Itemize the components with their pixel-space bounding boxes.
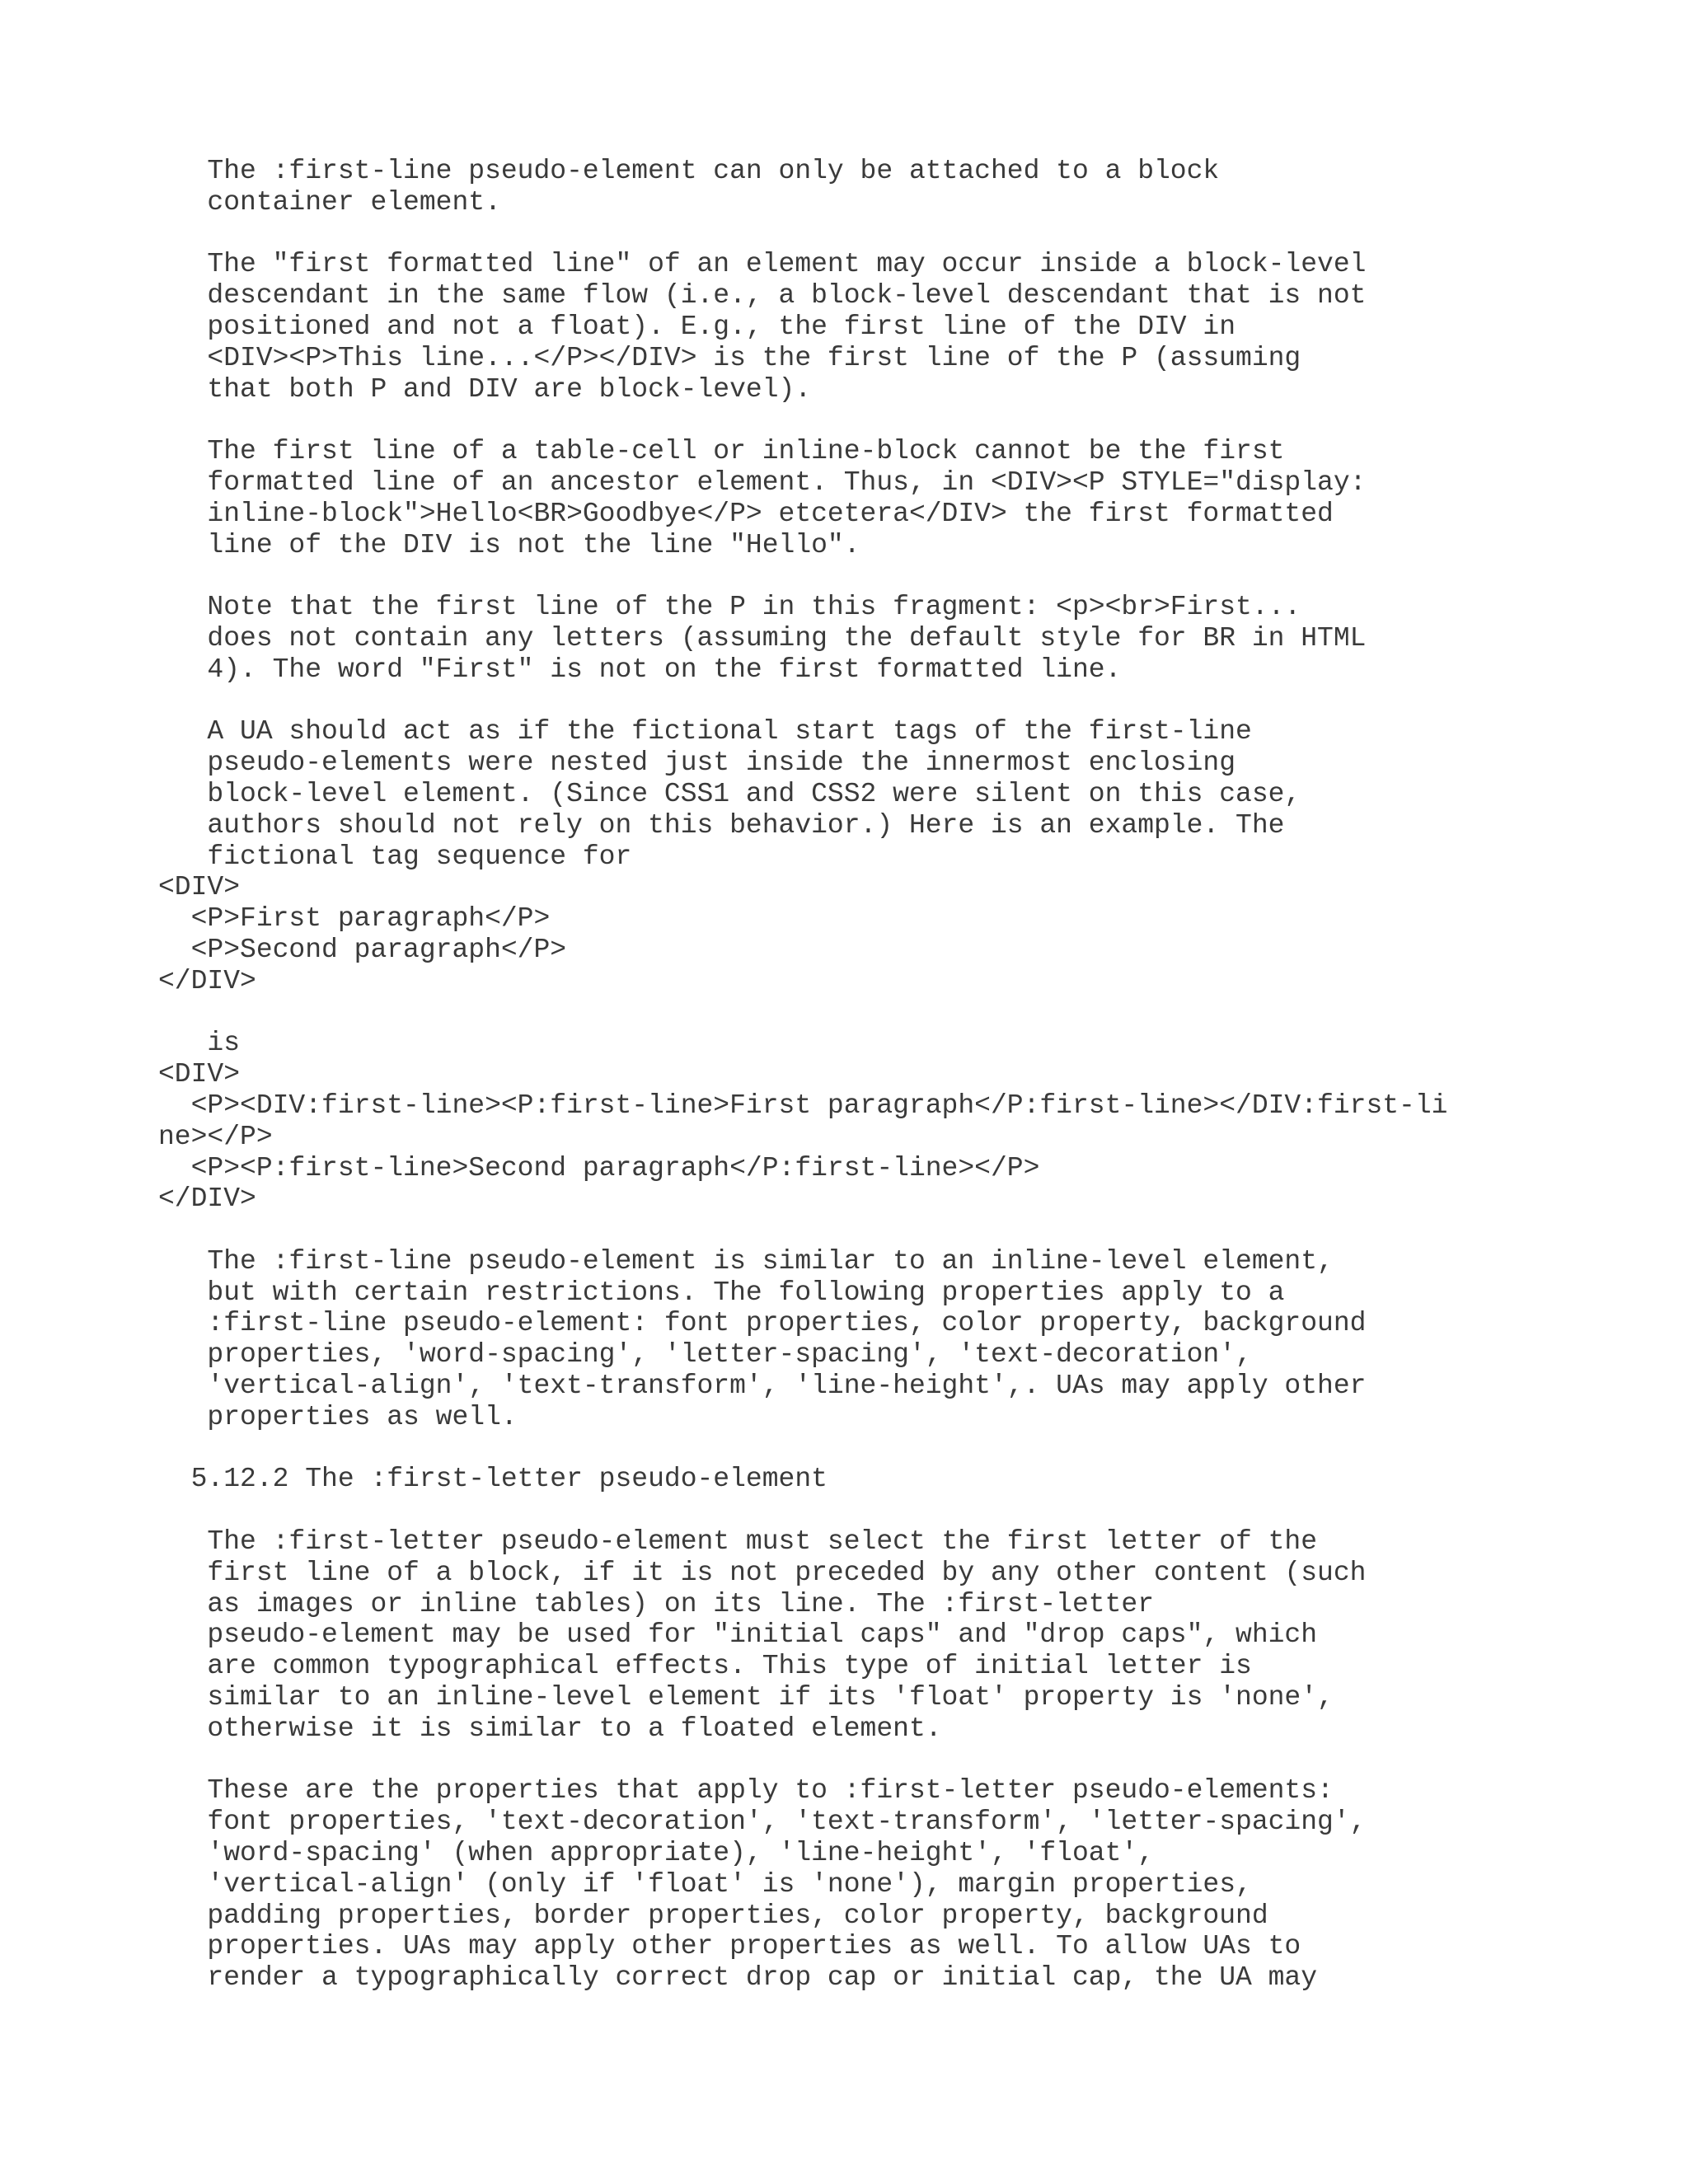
text-line: first line of a block, if it is not preceded by any other content (such: [158, 1557, 1367, 1588]
text-line: <DIV><P>This line...</P></DIV> is the first line of the P (assuming: [158, 342, 1301, 373]
text-line: </DIV>: [158, 965, 256, 996]
text-line: The :first-letter pseudo-element must select the first letter of the: [158, 1526, 1318, 1558]
text-line: inline-block">Hello<BR>Goodbye</P> etcetera</DIV> the first formatted: [158, 498, 1334, 529]
text-line: pseudo-element may be used for "initial caps" and "drop caps", which: [158, 1619, 1318, 1651]
text-line: but with certain restrictions. The following properties apply to a: [158, 1277, 1285, 1308]
text-line: are common typographical effects. This type of initial letter is: [158, 1651, 1252, 1682]
text-line: properties as well.: [158, 1401, 518, 1432]
text-line: block-level element. (Since CSS1 and CSS2 were silent on this case,: [158, 778, 1301, 809]
text-line: formatted line of an ancestor element. Thus, in <DIV><P STYLE="display:: [158, 466, 1367, 498]
text-line: as images or inline tables) on its line. The :first-letter: [158, 1588, 1154, 1619]
text-line: <DIV>: [158, 872, 241, 903]
text-line: <P><P:first-line>Second paragraph</P:first-line></P>: [158, 1152, 1040, 1183]
text-line: :first-line pseudo-element: font properties, color property, background: [158, 1308, 1367, 1339]
text-line: The "first formatted line" of an element may occur inside a block-level: [158, 249, 1367, 280]
text-line: positioned and not a float). E.g., the first line of the DIV in: [158, 311, 1236, 342]
text-line: The :first-line pseudo-element is similar to an inline-level element,: [158, 1245, 1334, 1277]
document-text: [158, 156, 1447, 1994]
text-line: fictional tag sequence for: [158, 841, 632, 872]
text-line: 4). The word "First" is not on the first formatted line.: [158, 654, 1122, 685]
text-line: 'vertical-align', 'text-transform', 'line-height',. UAs may apply other: [158, 1371, 1367, 1402]
text-line: similar to an inline-level element if its 'float' property is 'none',: [158, 1682, 1334, 1713]
text-line: properties, 'word-spacing', 'letter-spacing', 'text-decoration',: [158, 1339, 1252, 1371]
text-line: line of the DIV is not the line "Hello".: [158, 529, 860, 560]
text-line: <DIV>: [158, 1059, 241, 1090]
text-line: <P><DIV:first-line><P:first-line>First paragraph</P:first-line></DIV:first-li: [158, 1090, 1448, 1121]
text-line: properties. UAs may apply other properties as well. To allow UAs to: [158, 1931, 1301, 1962]
text-line: A UA should act as if the fictional start tags of the first-line: [158, 716, 1252, 748]
text-line: render a typographically correct drop cap or initial cap, the UA may: [158, 1962, 1318, 1994]
text-line: The first line of a table-cell or inline-block cannot be the first: [158, 436, 1285, 467]
text-line: is: [158, 1028, 241, 1059]
text-line: Note that the first line of the P in this fragment: <p><br>First...: [158, 592, 1301, 623]
text-line: 5.12.2 The :first-letter pseudo-element: [158, 1464, 828, 1495]
text-line: padding properties, border properties, color property, background: [158, 1900, 1268, 1931]
text-line: <P>Second paragraph</P>: [158, 934, 567, 965]
text-line: 'word-spacing' (when appropriate), 'line-height', 'float',: [158, 1838, 1154, 1869]
text-line: otherwise it is similar to a floated element.: [158, 1713, 942, 1744]
text-line: These are the properties that apply to :first-letter pseudo-elements:: [158, 1775, 1334, 1807]
text-line: <P>First paragraph</P>: [158, 903, 551, 935]
text-line: ne></P>: [158, 1121, 273, 1152]
text-line: authors should not rely on this behavior.) Here is an example. The: [158, 809, 1285, 841]
text-line: that both P and DIV are block-level).: [158, 373, 812, 405]
text-line: container element.: [158, 186, 501, 218]
text-line: 'vertical-align' (only if 'float' is 'none'), margin properties,: [158, 1868, 1252, 1900]
text-line: The :first-line pseudo-element can only be attached to a block: [158, 156, 1220, 186]
text-line: descendant in the same flow (i.e., a block-level descendant that is not: [158, 280, 1367, 312]
text-line: font properties, 'text-decoration', 'text-transform', 'letter-spacing',: [158, 1807, 1367, 1838]
text-line: does not contain any letters (assuming the default style for BR in HTML: [158, 622, 1367, 654]
text-line: </DIV>: [158, 1183, 256, 1215]
text-line: pseudo-elements were nested just inside the innermost enclosing: [158, 748, 1236, 779]
